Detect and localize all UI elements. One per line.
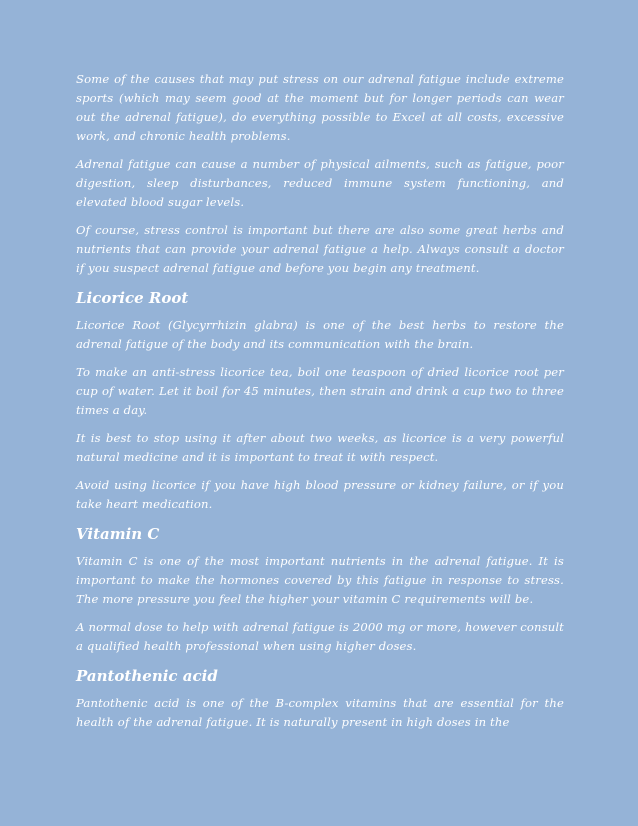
licorice-paragraph-3: It is best to stop using it after about two weeks, as licorice is a very powerful natural medicine and it is important to treat it with respect. (76, 431, 564, 464)
vitamin-c-paragraph-1: Vitamin C is one of the most important nutrients in the adrenal fatigue. It is important to make the hormones covered by this fatigue in response to stress. The more pressure you feel the higher your vitamin C requirements will be. (76, 554, 564, 606)
licorice-paragraph-2: To make an anti-stress licorice tea, boil one teaspoon of dried licorice root per cup of water. Let it boil for 45 minutes, then strain and drink a cup two to three times a day. (76, 365, 564, 417)
pantothenic-heading: Pantothenic acid (76, 667, 218, 685)
vitamin-c-heading: Vitamin C (76, 525, 160, 543)
licorice-paragraph-4: Avoid using licorice if you have high blood pressure or kidney failure, or if you take heart medication. (76, 478, 564, 511)
vitamin-c-paragraph-2: A normal dose to help with adrenal fatigue is 2000 mg or more, however consult a qualified health professional when using higher doses. (76, 620, 564, 653)
licorice-paragraph-1: Licorice Root (Glycyrrhizin glabra) is one of the best herbs to restore the adrenal fatigue of the body and its communication with the brain. (76, 318, 564, 351)
licorice-heading: Licorice Root (76, 289, 189, 307)
intro-paragraph-2: Adrenal fatigue can cause a number of physical ailments, such as fatigue, poor digestion, sleep disturbances, reduced immune system functioning, and elevated blood sugar levels. (76, 157, 564, 209)
intro-paragraph-3: Of course, stress control is important but there are also some great herbs and nutrients that can provide your adrenal fatigue a help. Always consult a doctor if you suspect adrenal fatigue and before you begin any treatment. (76, 223, 564, 275)
intro-paragraph-1: Some of the causes that may put stress on our adrenal fatigue include extreme sports (which may seem good at the moment but for longer periods can wear out the adrenal fatigue), do everything possible to Excel at all costs, excessive work, and chronic health problems. (76, 72, 564, 143)
pantothenic-paragraph-1: Pantothenic acid is one of the B-complex vitamins that are essential for the health of the adrenal fatigue. It is naturally present in high doses in the (76, 696, 564, 729)
